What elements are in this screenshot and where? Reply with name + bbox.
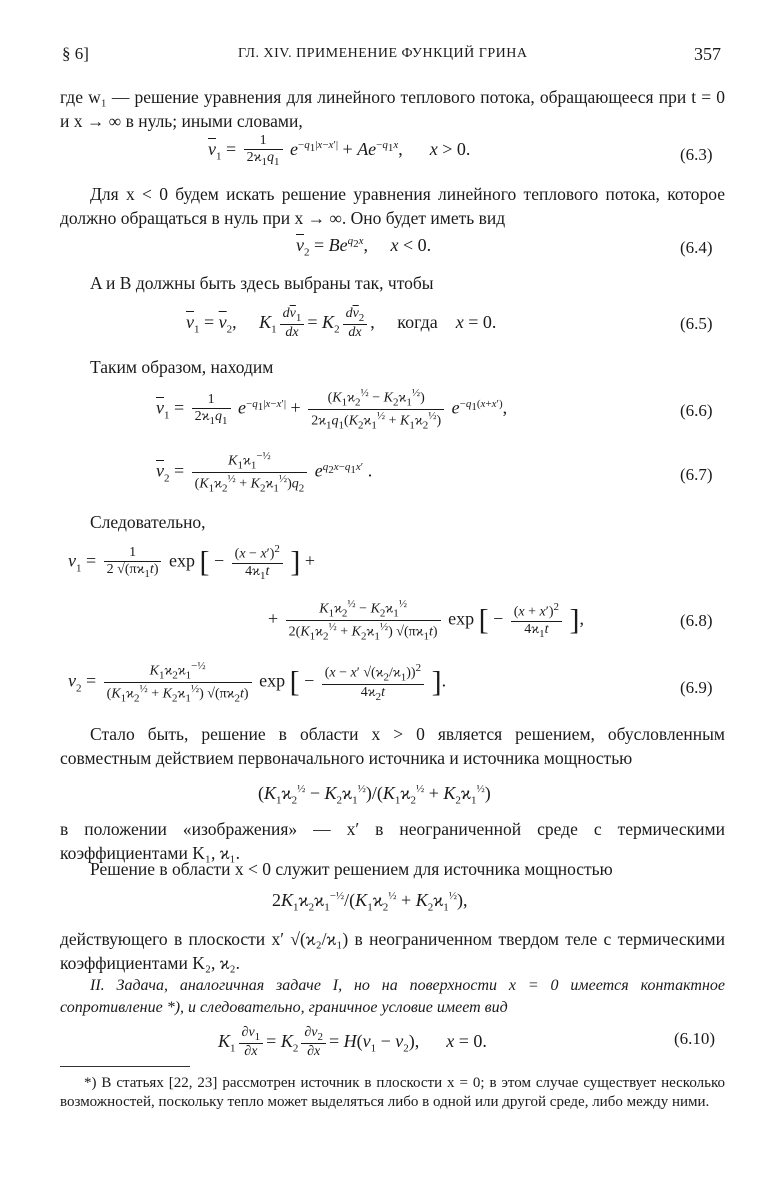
paragraph-1: где w₁ — решение уравнения для линейного теплового потока, обращающееся при t = 0 и x → ∞ в нуль; иными словами,	[60, 87, 725, 131]
footnote-rule	[60, 1066, 190, 1067]
equation-6-5: $\overline{v}_1 = \overline{v}_2$, $K_1$ $\frac{d\overline{v}_1}{dx}$ = $K_2$ $\frac{d\overline{v}_2}{dx}$ , когда x = 0.	[186, 306, 497, 341]
equation-6-6: $\overline{v}_1$ = $\frac{1}{2ϰ_1q_1}$ $e^{-q_1|x-x'|}$ + $\frac{(K_1ϰ_2^{\frac{1}{2}} - K_2ϰ_1^{\frac{1}{2}})}{2ϰ_1q_1(K_2ϰ_1^{\frac{1}{2}} + K_1ϰ_2^{\frac{1}{2}})}$ $e^{-q_1(x+x')}$,	[156, 387, 508, 432]
equation-number-6-9: (6.9)	[680, 678, 713, 697]
equation-6-5-word: когда	[397, 311, 438, 332]
page-number: 357	[694, 44, 721, 64]
equation-6-8-part-1: $v_1$ = $\frac{1}{2 √(\pi ϰ_1t)}$ exp [ − $\frac{(x - x')^2}{4ϰ_1t}$ ] +	[68, 543, 316, 582]
equation-number-6-4: (6.4)	[680, 238, 713, 257]
equation-6-9: $v_2$ = $\frac{K_1ϰ_2ϰ_1^{-\frac{1}{2}}}{(K_1ϰ_2^{\frac{1}{2}} + K_2ϰ_1^{\frac{1}{2}}) √(\pi ϰ_2t)}$ exp [ − $\frac{(x - x' √(ϰ_2/ϰ_1))^2}{4ϰ_2t}$ ].	[68, 660, 447, 705]
paragraph-2: Для x < 0 будем искать решение уравнения линейного теплового потока, которое должно обращаться в нуль при x → ∞. Оно будет иметь вид	[60, 184, 725, 228]
paragraph-5: Следовательно,	[90, 512, 206, 532]
equation-number-6-10: (6.10)	[674, 1029, 716, 1048]
equation-6-8-part-2: + $\frac{K_1ϰ_2^{\frac{1}{2}} - K_2ϰ_1^{\frac{1}{2}}}{2(K_1ϰ_2^{\frac{1}{2}} + K_2ϰ_1^{\frac{1}{2}}) √(\pi ϰ_1t)}$ exp [ − $\frac{(x + x')^2}{4ϰ_1t}$ ],	[268, 598, 584, 643]
paragraph-8: Решение в области x < 0 служит решением для источника мощностью	[90, 859, 613, 879]
equation-6-4: $\overline{v}_2 = Be^{q_2x}$, x < 0.	[296, 235, 432, 259]
equation-number-6-7: (6.7)	[680, 465, 713, 484]
paragraph-10: II. Задача, аналогичная задаче I, но на поверхности x = 0 имеется контактное сопротивление *), и следовательно, граничное условие имеет вид	[60, 977, 725, 1016]
equation-number-6-6: (6.6)	[680, 401, 713, 420]
footnote: *) В статьях [22, 23] рассмотрен источник в плоскости x = 0; в этом случае существует несколько возможностей, поскольку тепло может выделяться либо в одной или другой среде, либо между ними.	[60, 1075, 725, 1110]
equation-number-6-8: (6.8)	[680, 611, 713, 630]
section-marker: § 6]	[62, 44, 89, 63]
equation-number-6-3: (6.3)	[680, 145, 713, 164]
equation-source-power-1: $(K_1ϰ_2^{\frac{1}{2}} - K_2ϰ_1^{\frac{1}{2}})/(K_1ϰ_2^{\frac{1}{2}} + K_2ϰ_1^{\frac{1}{2}})$	[258, 783, 491, 807]
running-head: ГЛ. XIV. ПРИМЕНЕНИЕ ФУНКЦИЙ ГРИНА	[238, 46, 528, 61]
paragraph-3: A и B должны быть здесь выбраны так, чтобы	[90, 273, 434, 293]
equation-6-10: $K_1$ $\frac{\partial v_1}{\partial x}$ = $K_2$ $\frac{\partial v_2}{\partial x}$ = $H(v_1 - v_2)$, x = 0.	[218, 1025, 487, 1060]
equation-number-6-5: (6.5)	[680, 314, 713, 333]
paragraph-7: в положении «изображения» — x′ в неограниченной среде с термическими коэффициентами K₁, ϰ₁.	[60, 819, 725, 863]
paragraph-6: Стало быть, решение в области x > 0 является решением, обусловленным совместным действием первоначального источника и источника мощностью	[60, 724, 725, 768]
paragraph-4: Таким образом, находим	[90, 357, 274, 377]
equation-source-power-2: $2K_1ϰ_2ϰ_1^{-\frac{1}{2}}/(K_1ϰ_2^{\frac{1}{2}} + K_2ϰ_1^{\frac{1}{2}})$,	[272, 890, 468, 914]
equation-6-3: $\overline{v}_1$ = $\frac{1}{2ϰ_1q_1}$ $e^{-q_1|x-x'|} + Ae^{-q_1x}$, x > 0.	[208, 133, 471, 168]
equation-6-7: $\overline{v}_2$ = $\frac{K_1ϰ_1^{-\frac{1}{2}}}{(K_1ϰ_2^{\frac{1}{2}} + K_2ϰ_1^{\frac{1}{2}})q_2}$ $e^{q_2x-q_1x'}$ .	[156, 450, 373, 495]
paragraph-9: действующего в плоскости x′ √(ϰ₂/ϰ₁) в неограниченном твердом теле с термическими коэффициентами K₂, ϰ₂.	[60, 929, 725, 973]
